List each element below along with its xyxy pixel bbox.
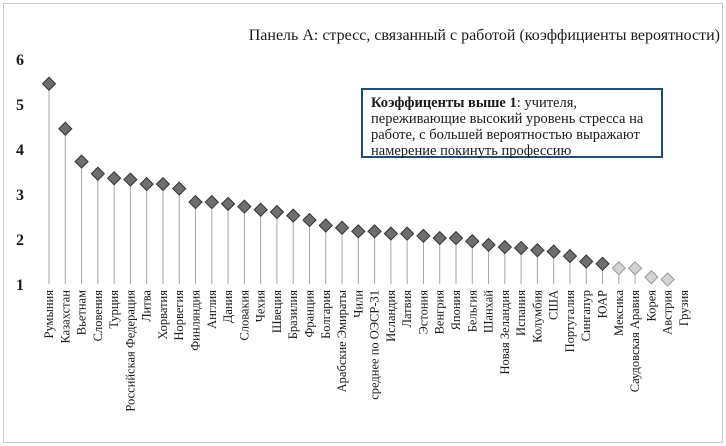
diamond-marker <box>466 235 479 248</box>
diamond-marker <box>580 255 593 268</box>
diamond-marker <box>156 178 169 191</box>
annotation-box <box>361 88 663 158</box>
diamond-marker <box>368 225 381 238</box>
x-category-label: Грузия <box>676 290 691 327</box>
diamond-marker <box>401 227 414 240</box>
x-category-label: Румыния <box>42 290 56 339</box>
diamond-marker <box>629 262 642 275</box>
x-category-label: Словения <box>90 290 105 342</box>
x-category-label: Бельгия <box>465 290 480 333</box>
diamond-marker <box>59 122 72 135</box>
diamond-marker <box>417 229 430 242</box>
diamond-marker <box>108 172 121 185</box>
x-category-label: Чехия <box>253 290 268 323</box>
diamond-marker <box>352 225 365 238</box>
x-category-label: Франция <box>302 290 317 338</box>
x-category-label: США <box>546 290 561 320</box>
x-category-label: Казахстан <box>58 290 73 344</box>
diamond-marker <box>531 244 544 257</box>
diamond-marker <box>515 242 528 255</box>
diamond-marker <box>498 241 511 254</box>
diamond-marker <box>189 196 202 209</box>
x-category-label: Бразилия <box>286 290 301 340</box>
x-category-label: Латвия <box>400 290 415 328</box>
diamond-marker <box>596 257 609 270</box>
x-category-label: Арабские Эмираты <box>335 290 350 393</box>
x-category-label: ЮАР <box>595 290 610 319</box>
diamond-marker <box>75 155 88 168</box>
diamond-marker <box>563 250 576 263</box>
y-tick-label: 6 <box>16 52 24 69</box>
x-category-label: Хорватия <box>155 290 170 340</box>
x-category-label: Япония <box>449 290 463 331</box>
y-tick-label: 5 <box>16 97 24 114</box>
diamond-marker <box>303 214 316 227</box>
x-category-label: Саудовская Аравия <box>628 290 643 393</box>
annotation-text: : учителя, переживающие высокий уровень стресса на работе, с большей вероятностью выражают намерение покинуть профессию <box>371 95 644 159</box>
diamond-marker <box>238 200 251 213</box>
annotation-bold: Коэффиценты выше 1 <box>371 95 517 111</box>
diamond-marker <box>254 203 267 216</box>
x-category-label: Австрия <box>660 290 675 335</box>
x-category-label: Испания <box>514 290 529 336</box>
diamond-marker <box>450 232 463 245</box>
chart-title: Панель A: стресс, связанный с работой (коэффициенты вероятности) <box>248 27 720 44</box>
diamond-marker <box>222 197 235 210</box>
diamond-marker <box>270 206 283 219</box>
diamond-marker <box>384 227 397 240</box>
x-category-label: Португалия <box>562 290 577 353</box>
y-tick-label: 4 <box>16 142 24 159</box>
diamond-marker <box>124 173 137 186</box>
x-category-label: Корея <box>644 290 659 322</box>
x-category-label: Болгария <box>318 290 333 339</box>
diamond-marker <box>287 209 300 222</box>
diamond-marker <box>482 238 495 251</box>
diamond-marker <box>205 196 218 209</box>
diamond-marker <box>547 245 560 258</box>
diamond-marker <box>140 178 153 191</box>
x-category-label: Исландия <box>383 290 398 342</box>
x-category-label: Российская Федерация <box>123 290 138 412</box>
x-category-label: Сингапур <box>579 290 594 342</box>
x-category-label: Шанхай <box>481 290 496 334</box>
x-category-label: Англия <box>204 290 219 329</box>
x-category-label: Чили <box>351 290 366 318</box>
x-category-label: Норвегия <box>172 290 187 341</box>
diamond-marker <box>173 182 186 195</box>
x-category-label: Вьетнам <box>74 290 89 336</box>
y-tick-label: 2 <box>16 232 24 249</box>
diamond-marker <box>612 262 625 275</box>
x-category-label: Литва <box>139 290 154 322</box>
x-category-label: Мексика <box>611 290 626 336</box>
diamond-marker <box>645 271 658 284</box>
diamond-marker <box>336 221 349 234</box>
diamond-marker <box>661 273 674 286</box>
diamond-marker <box>319 219 332 232</box>
x-category-label: Дания <box>221 290 236 324</box>
x-category-label: среднее по ОЭСР-31 <box>367 290 382 400</box>
y-tick-label: 1 <box>16 277 24 294</box>
x-category-label: Эстония <box>416 290 431 335</box>
diamond-marker <box>433 232 446 245</box>
x-category-label: Колумбия <box>530 290 545 343</box>
x-category-label: Финляндия <box>188 290 203 351</box>
x-category-label: Турция <box>107 290 122 329</box>
x-category-label: Швеция <box>269 290 284 334</box>
x-category-label: Венгрия <box>432 290 447 335</box>
y-tick-label: 3 <box>16 187 24 204</box>
diamond-marker <box>43 77 56 90</box>
diamond-marker <box>91 167 104 180</box>
x-category-label: Словакия <box>237 290 252 341</box>
x-category-label: Новая Зеландия <box>497 289 512 375</box>
